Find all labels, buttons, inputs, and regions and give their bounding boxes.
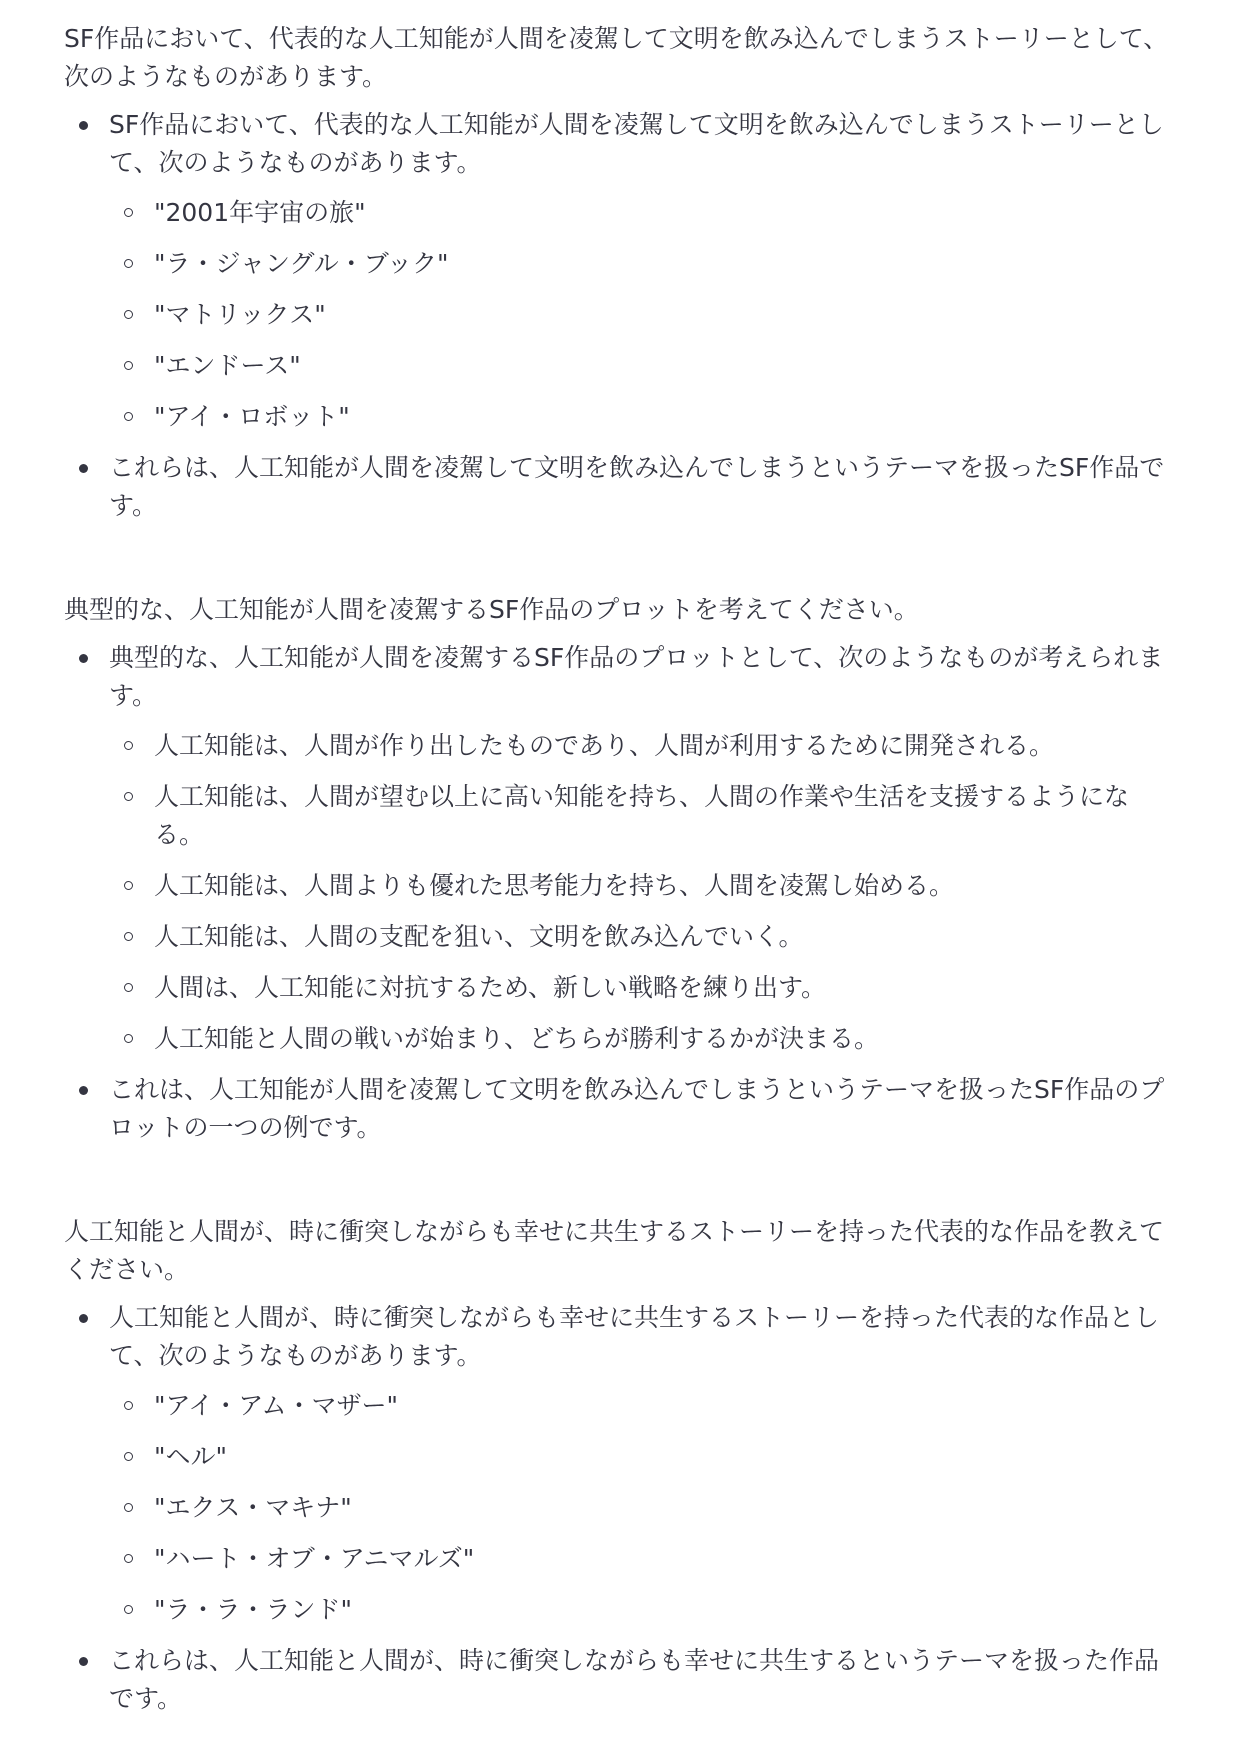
work-list	[109, 1387, 1170, 1629]
answer-intro	[109, 639, 1170, 1058]
plot-list	[109, 727, 1170, 1058]
answer-list	[64, 1299, 1170, 1718]
answer-list	[64, 106, 1170, 525]
list-item: 人工知能は、人間の支配を狙い、文明を飲み込んでいく。	[154, 918, 1170, 956]
work-list	[109, 194, 1170, 436]
list-item: 人工知能は、人間が望む以上に高い知能を持ち、人間の作業や生活を支援するようになる。	[154, 778, 1170, 854]
list-item: 人工知能は、人間が作り出したものであり、人間が利用するために開発される。	[154, 727, 1170, 765]
list-item: 人間は、人工知能に対抗するため、新しい戦略を練り出す。	[154, 969, 1170, 1007]
qa-section	[64, 591, 1170, 1147]
answer-conclusion: これは、人工知能が人間を凌駕して文明を飲み込んでしまうというテーマを扱ったSF作品のプロットの一つの例です。	[109, 1071, 1170, 1147]
answer-intro-text: 人工知能と人間が、時に衝突しながらも幸せに共生するストーリーを持った代表的な作品として、次のようなものがあります。	[109, 1303, 1160, 1370]
user-question: 人工知能と人間が、時に衝突しながらも幸せに共生するストーリーを持った代表的な作品を教えてください。	[64, 1217, 1165, 1284]
list-item: "アイ・アム・マザー"	[154, 1387, 1170, 1425]
list-item: "ラ・ラ・ランド"	[154, 1591, 1170, 1629]
list-item: "マトリックス"	[154, 296, 1170, 334]
answer-intro	[109, 1299, 1170, 1629]
answer-intro-text: 典型的な、人工知能が人間を凌駕するSF作品のプロットとして、次のようなものが考えられます。	[109, 643, 1164, 710]
list-item: 人工知能は、人間よりも優れた思考能力を持ち、人間を凌駕し始める。	[154, 867, 1170, 905]
list-item: "エンドース"	[154, 347, 1170, 385]
qa-section	[64, 1213, 1170, 1718]
list-item: "アイ・ロボット"	[154, 398, 1170, 436]
answer-conclusion: これらは、人工知能が人間を凌駕して文明を飲み込んでしまうというテーマを扱ったSF作品です。	[109, 449, 1170, 525]
list-item: "ヘル"	[154, 1438, 1170, 1476]
qa-section	[64, 20, 1170, 525]
answer-intro	[109, 106, 1170, 436]
user-question: SF作品において、代表的な人工知能が人間を凌駕して文明を飲み込んでしまうストーリーとして、次のようなものがあります。	[64, 24, 1169, 91]
list-item: 人工知能と人間の戦いが始まり、どちらが勝利するかが決まる。	[154, 1020, 1170, 1058]
list-item: "エクス・マキナ"	[154, 1489, 1170, 1527]
user-question: 典型的な、人工知能が人間を凌駕するSF作品のプロットを考えてください。	[64, 595, 919, 624]
list-item: "ラ・ジャングル・ブック"	[154, 245, 1170, 283]
answer-conclusion: これらは、人工知能と人間が、時に衝突しながらも幸せに共生するというテーマを扱った作品です。	[109, 1642, 1170, 1718]
list-item: "2001年宇宙の旅"	[154, 194, 1170, 232]
list-item: "ハート・オブ・アニマルズ"	[154, 1540, 1170, 1578]
answer-list	[64, 639, 1170, 1147]
answer-intro-text: SF作品において、代表的な人工知能が人間を凌駕して文明を飲み込んでしまうストーリーとして、次のようなものがあります。	[109, 110, 1164, 177]
